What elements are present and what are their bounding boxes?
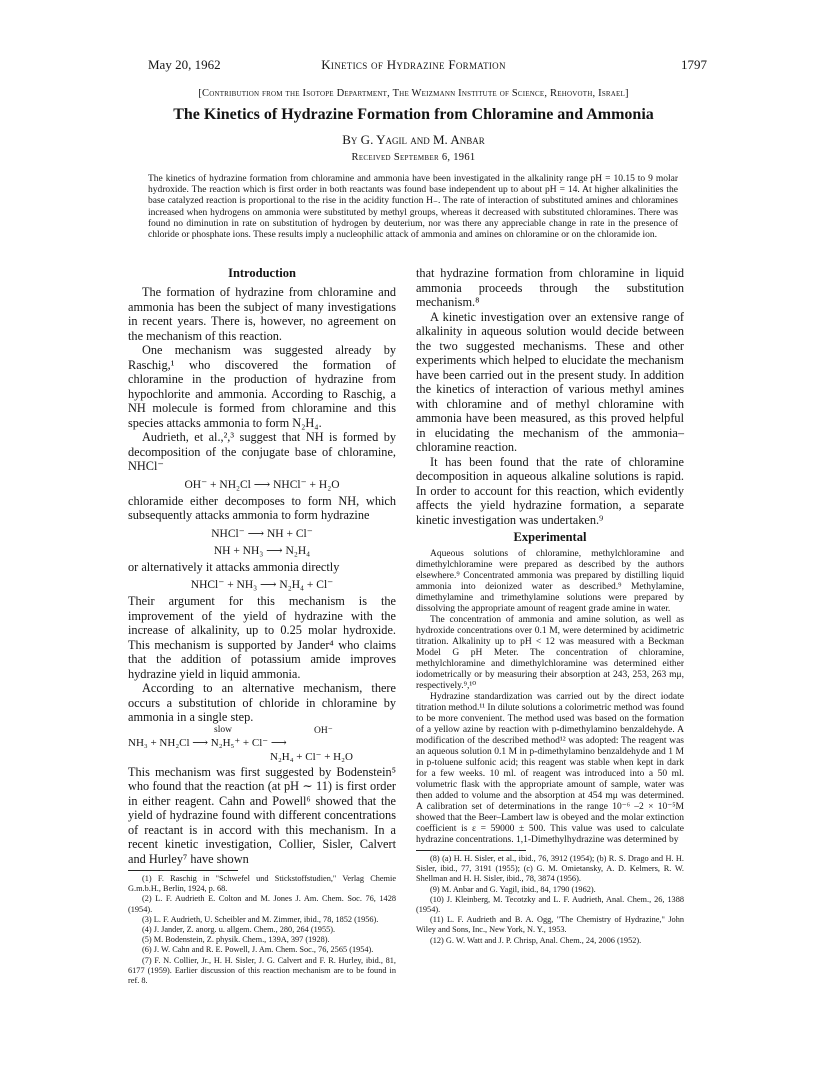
intro-paragraph: that hydrazine formation from chloramine in liquid ammonia proceeds through the substitution mechanism.⁸ — [416, 266, 684, 309]
footnote: (3) L. F. Audrieth, U. Scheibler and M. Zimmer, ibid., 78, 1852 (1956). — [142, 914, 379, 924]
footnote: (4) J. Jander, Z. anorg. u. allgem. Chem., 280, 264 (1955). — [142, 925, 336, 935]
equation-line: N₂H₄ + Cl⁻ + H₂O — [270, 750, 353, 763]
experimental-paragraph: The concentration of ammonia and amine solution, as well as hydroxide concentrations over 0.1 M, were determined by acidimetric titration. Alkalinity up to pH < 12 was measured with a Beckman Model G pH Meter. The concentration of chloramine, methylchloramine and dimethylchloramine was determined either iodometrically or by measuring their absorption at 243, 253, 263 mμ, respectively.⁹,¹⁰ — [416, 615, 684, 691]
equation: OH⁻ + NH₂Cl ⟶ NHCl⁻ + H₂O — [184, 478, 340, 491]
equation: NHCl⁻ ⟶ NH + Cl⁻ — [211, 527, 313, 540]
footnote: (8) (a) H. H. Sisler, et al., ibid., 76, 3912 (1954); (b) R. S. Drago and H. H. Sisler, ibid., 77, 3191 (1955); (c) G. M. Omietansky, A. D. Kelmers, R. W. Shellman and H. H. Sisler, ibid., 78, 3874 (1956). — [416, 854, 684, 884]
footnote-rule — [416, 850, 526, 851]
footnotes-right — [416, 854, 684, 946]
footnote-rule — [128, 870, 238, 871]
footnote: (5) M. Bodenstein, Z. physik. Chem., 139A, 397 (1928). — [142, 935, 330, 945]
intro-paragraph: A kinetic investigation over an extensive range of alkalinity in aqueous solution would decide between the two suggested mechanisms. These and other experiments which helped to elucidate the mechanism have been carried out in the present study. In addition the kinetics of interaction of various methyl amines with chloramine and of methyl chloramine with ammonia have been measured, as this proved helpful in elucidating the mechanism of the ammonia–chloramine reaction. — [416, 309, 684, 454]
intro-paragraph: This mechanism was first suggested by Bodenstein⁵ who found that the reaction (at pH ∼ 11) is first order in either reagent. Cahn and Powell⁶ showed that the yield of hydrazine found with different concentrations of reactant is in accord with this mechanism. In a recent kinetic investigation, Collier, Sisler, Calvert and Hurley⁷ have shown — [128, 764, 396, 866]
footnotes-left — [128, 874, 396, 986]
authors: By G. Yagil and M. Anbar — [342, 132, 485, 147]
abstract: The kinetics of hydrazine formation from chloramine and ammonia have been investigated in the alkalinity range pH = 10.15 to 9 molar hydroxide. The reaction which is first order in both reactants was found base independent up to about pH = 14. At higher alkalinities the base catalyzed reaction is proportional to the rise in the acidity function H₋. The rate of interaction of substituted amines and chloramines increased when hydrogens on ammonia were substituted by methyl groups, whereas it decreased with substituted chloramines. There was found no diminution in rate on substitution of hydrogen by deuterium, nor was there any appreciable change in rate in the presence of chloride or phosphate ions. These results imply a nucleophilic attack of ammonia and amines on chloramine or on the chloramide ion. — [148, 174, 678, 241]
equation-line: NH₃ + NH₂Cl ⟶ N₂H₅⁺ + Cl⁻ ⟶ — [128, 736, 287, 749]
equation-label-oh: OH⁻ — [314, 725, 333, 736]
footnote: (6) J. W. Cahn and R. E. Powell, J. Am. Chem. Soc., 76, 2565 (1954). — [142, 945, 374, 955]
section-heading-introduction: Introduction — [228, 266, 296, 280]
intro-paragraph: Their argument for this mechanism is the improvement of the yield of hydrazine with the increase of alkalinity, up to 0.25 molar hydroxide. This mechanism is supported by Jander⁴ who claims that the addition of potassium amide improves hydrazine yield in liquid ammonia. — [128, 594, 396, 681]
paper-title: The Kinetics of Hydrazine Formation from Chloramine and Ammonia — [173, 106, 654, 123]
section-heading-experimental: Experimental — [513, 530, 587, 544]
equation: NHCl⁻ + NH₃ ⟶ N₂H₄ + Cl⁻ — [190, 579, 334, 591]
substitution-equation — [128, 725, 396, 765]
equation: NH + NH₃ ⟶ N₂H₄ — [213, 544, 311, 557]
received-date: Received September 6, 1961 — [351, 152, 476, 163]
page-number: 1797 — [681, 57, 707, 72]
left-column — [128, 266, 396, 986]
equation-label-slow: slow — [214, 724, 232, 735]
intro-paragraph: One mechanism was suggested already by Raschig,¹ who discovered the formation of chloramine in the production of hydrazine from hypochlorite and ammonia. According to Raschig, a NH molecule is formed from chloramine and this species attacks ammonia to form N₂H₄. — [128, 343, 396, 430]
header-date: May 20, 1962 — [148, 57, 221, 72]
footnote: (7) F. N. Collier, Jr., H. H. Sisler, J. G. Calvert and F. R. Hurley, ibid., 81, 6177 (1959). Earlier discussion of this reaction mechanism are to be found in ref. 8. — [128, 955, 396, 986]
experimental-paragraph: Hydrazine standardization was carried out by the direct iodate titration method.¹¹ In dilute solutions a colorimetric method was found to be more convenient. The method used was based on the formation of a yellow azine by reaction with p-dimethylamino benzaldehyde. A modification of the described method¹² was adopted: The reagent was an aqueous solution 0.1 M in p-dimethylamino benzaldehyde and 1 M in p-toluene sulfonic acid; this reagent was stable when kept in dark for a few weeks. 10 ml. of reagent was introduced into a 50 ml. volumetric flask with the appropriate amount of sample, water was then added to volume and the absorption at 454 mμ was determined. A calibration set of determinations in the range 10⁻⁶ –2 × 10⁻⁵M showed that the Beer–Lambert law is obeyed and the molar extinction coefficient is ε = 59000 ± 500. This value was used to calculate hydrazine concentrations. 1,1-Dimethylhydrazine was determined by — [416, 692, 684, 845]
intro-paragraph: According to an alternative mechanism, there occurs a substitution of chloride in chloramine by ammonia in a single step. — [128, 681, 396, 724]
running-title: Kinetics of Hydrazine Formation — [321, 57, 506, 72]
footnote: (2) L. F. Audrieth E. Colton and M. Jones J. Am. Chem. Soc. 76, 1428 (1954). — [128, 894, 396, 914]
intro-paragraph: Audrieth, et al.,²,³ suggest that NH is formed by decomposition of the conjugate base of chloramine, NHCl⁻ — [128, 430, 396, 473]
intro-paragraph: The formation of hydrazine from chloramine and ammonia has been the subject of many investigations in recent years. There is, however, no agreement on the mechanism of this reaction. — [128, 285, 396, 343]
footnote: (10) J. Kleinberg, M. Tecotzky and L. F. Audrieth, Anal. Chem., 26, 1388 (1954). — [416, 894, 684, 915]
intro-paragraph: or alternatively it attacks ammonia directly — [128, 559, 340, 574]
affiliation: [Contribution from the Isotope Department, The Weizmann Institute of Science, Rehovoth, Israel] — [198, 88, 629, 99]
footnote: (11) L. F. Audrieth and B. A. Ogg, "The Chemistry of Hydrazine," John Wiley and Sons, Inc., New York, N. Y., 1953. — [416, 915, 684, 935]
right-column — [416, 266, 684, 946]
footnote: (9) M. Anbar and G. Yagil, ibid., 84, 1790 (1962). — [430, 884, 596, 894]
footnote: (12) G. W. Watt and J. P. Chrisp, Anal. Chem., 24, 2006 (1952). — [430, 935, 642, 945]
intro-paragraph: It has been found that the rate of chloramine decomposition in aqueous alkaline solutions is rapid. In order to account for this reaction, which evidently affects the yield hydrazine formation, a separate kinetic investigation was undertaken.⁹ — [416, 454, 684, 527]
experimental-paragraph: Aqueous solutions of chloramine, methylchloramine and dimethylchloramine were prepared as described by the authors elsewhere.⁹ Concentrated ammonia was prepared by distilling liquid ammonia into deionized water as described.⁹ Methylamine, dimethylamine and trimethylamine solutions were prepared by dissolving the appropriate amount of reagent grade amine in water. — [416, 549, 684, 614]
footnote: (1) F. Raschig in "Schwefel und Stickstoffstudien," Verlag Chemie G.m.b.H., Berlin, 1924, p. 68. — [128, 874, 396, 894]
intro-paragraph: chloramide either decomposes to form NH, which subsequently attacks ammonia to form hydrazine — [128, 493, 396, 522]
